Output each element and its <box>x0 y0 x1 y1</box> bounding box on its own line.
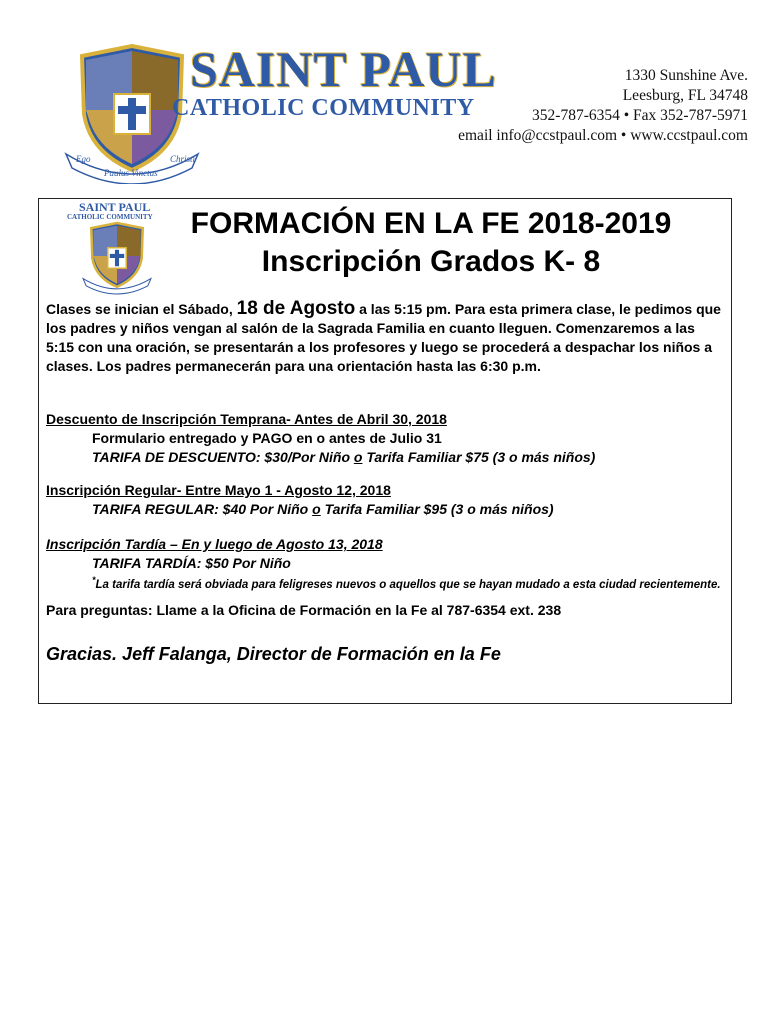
regular-fee-family: Tarifa Familiar $95 (3 o más niños) <box>320 501 554 517</box>
parish-subtitle: CATHOLIC COMMUNITY <box>172 95 475 121</box>
regular-registration-section <box>46 481 726 519</box>
late-fee-note <box>46 573 726 593</box>
title-line-1: FORMACIÓN EN LA FE 2018-2019 <box>190 207 672 240</box>
late-fee: TARIFA TARDÍA: $50 Por Niño <box>92 555 291 571</box>
small-parish-name: SAINT PAUL <box>79 200 151 214</box>
early-registration-section <box>46 410 726 467</box>
page-title <box>161 205 701 281</box>
early-line: Formulario entregado y PAGO en o antes de Julio 31 <box>92 430 442 446</box>
svg-text:Ego: Ego <box>76 154 91 164</box>
regular-fee <box>46 500 726 519</box>
intro-after: a las 5:15 pm. Para esta primera clase, le pedimos que los padres y niños vengan al salón de la Sagrada Familia en cuanto lleguen. Comenzaremos a las 5:15 con una oración, se presentarán a los profesores y luego se procederá a despachar los niños a clases. Los padres permanecerán para una orientación hasta las 6:30 p.m. <box>46 301 721 374</box>
note-asterisk: * <box>92 575 96 585</box>
address-line: 1330 Sunshine Ave. <box>624 67 748 84</box>
late-registration-section <box>46 535 726 593</box>
city-line: Leesburg, FL 34748 <box>622 87 748 104</box>
regular-fee-or: o <box>312 501 321 517</box>
early-fee-or: o <box>353 449 363 465</box>
start-date: 18 de Agosto <box>236 298 356 319</box>
regular-fee-child: TARIFA REGULAR: $40 Por Niño <box>92 501 313 517</box>
early-fee-child: TARIFA DE DESCUENTO: $30/Por Niño <box>92 449 354 465</box>
title-line-2: Inscripción Grados K- 8 <box>261 245 601 278</box>
late-heading: Inscripción Tardía – En y luego de Agosto 13, 2018 <box>46 536 383 552</box>
early-heading: Descuento de Inscripción Temprana- Antes de Abril 30, 2018 <box>46 411 447 427</box>
early-fee <box>46 448 726 467</box>
questions-line: Para preguntas: Llame a la Oficina de Formación en la Fe al 787-6354 ext. 238 <box>46 602 562 618</box>
early-fee-family: Tarifa Familiar $75 (3 o más niños) <box>362 449 596 465</box>
note-text: La tarifa tardía será obviada para feligreses nuevos o aquellos que se hayan mudado a esta ciudad recientemente. <box>95 578 721 591</box>
contact-block <box>458 66 748 146</box>
svg-text:Christi: Christi <box>170 154 196 164</box>
parish-name: SAINT PAUL <box>190 41 497 97</box>
intro-before: Clases se inician el Sábado, <box>46 301 237 317</box>
intro-paragraph <box>46 299 726 376</box>
svg-text:Paulus Vinctus: Paulus Vinctus <box>104 168 158 178</box>
small-crest-logo <box>67 201 159 297</box>
small-crest-icon <box>81 221 153 295</box>
phone-line: 352-787-6354 • Fax 352-787-5971 <box>532 107 748 124</box>
regular-heading: Inscripción Regular- Entre Mayo 1 - Agosto 12, 2018 <box>46 482 391 498</box>
small-parish-subtitle: CATHOLIC COMMUNITY <box>67 213 153 221</box>
registration-box <box>38 198 732 704</box>
thanks-signature: Gracias. Jeff Falanga, Director de Formación en la Fe <box>46 644 501 664</box>
letterhead <box>0 0 770 200</box>
web-line: email info@ccstpaul.com • www.ccstpaul.com <box>458 127 748 144</box>
